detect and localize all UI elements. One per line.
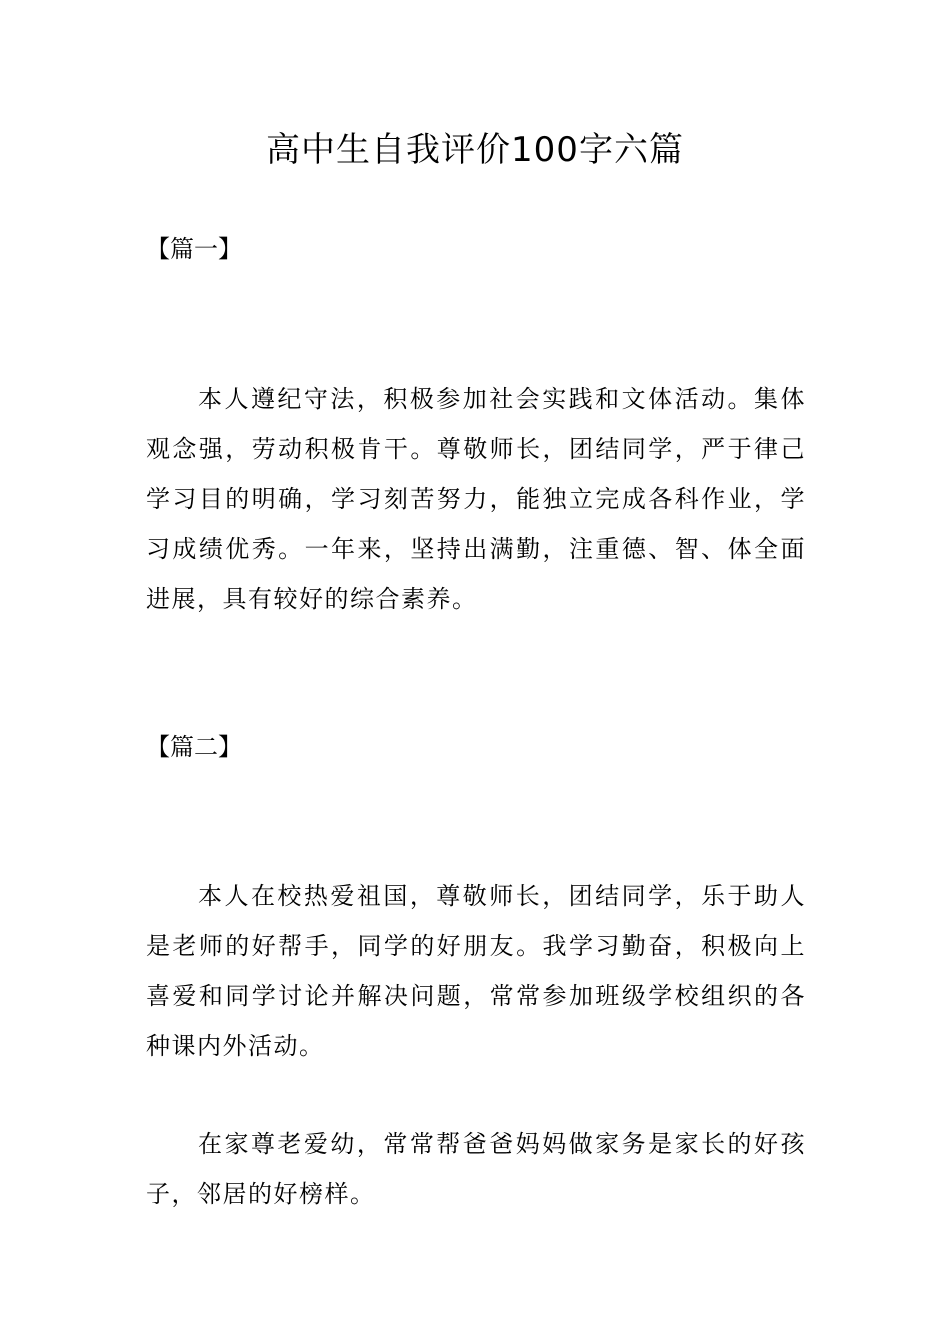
document-title: 高中生自我评价100字六篇 bbox=[266, 130, 684, 170]
section-heading-1: 【篇一】 bbox=[146, 235, 242, 263]
section-2-paragraph-2: 在家尊老爱幼，常常帮爸爸妈妈做家务是家长的好孩子，邻居的好榜样。 bbox=[146, 1130, 806, 1208]
section-heading-2: 【篇二】 bbox=[146, 733, 242, 761]
section-2-paragraph-1: 本人在校热爱祖国，尊敬师长，团结同学，乐于助人是老师的好帮手，同学的好朋友。我学习勤奋，积极向上喜爱和同学讨论并解决问题，常常参加班级学校组织的各种课内外活动。 bbox=[146, 882, 806, 1060]
section-1-paragraph-1: 本人遵纪守法，积极参加社会实践和文体活动。集体观念强，劳动积极肯干。尊敬师长，团结同学，严于律己学习目的明确，学习刻苦努力，能独立完成各科作业，学习成绩优秀。一年来，坚持出满勤，注重德、智、体全面进展，具有较好的综合素养。 bbox=[146, 385, 806, 613]
